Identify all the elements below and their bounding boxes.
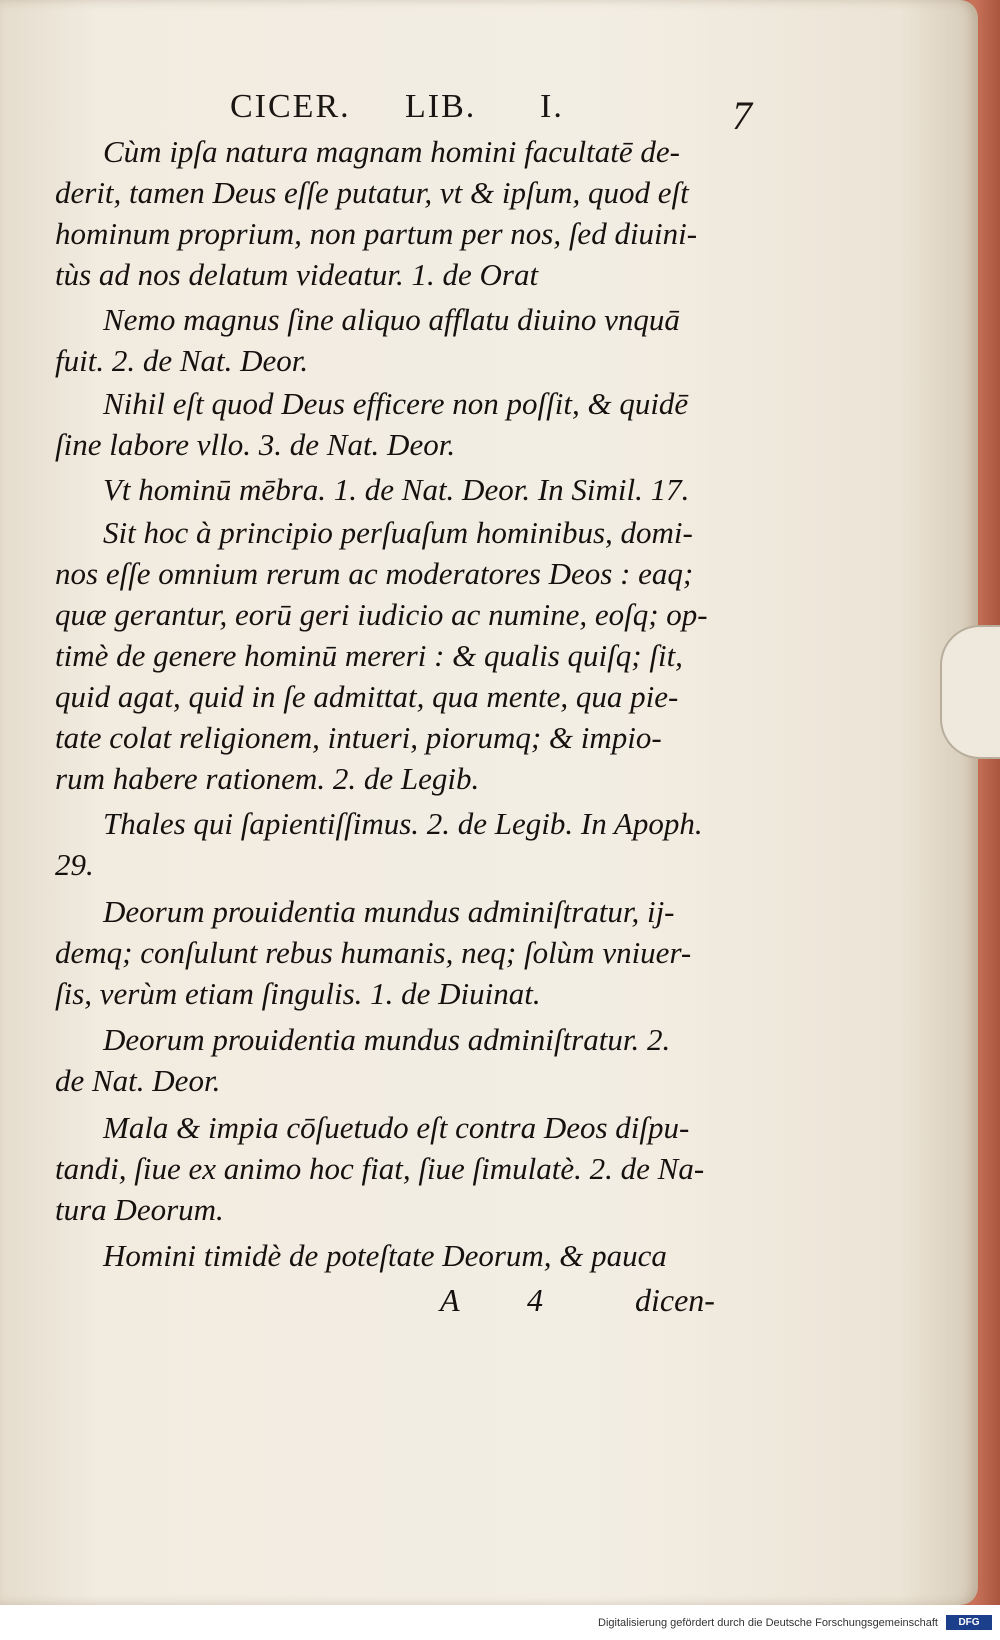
- footer-bar: [0, 1605, 1000, 1640]
- folio-number: 7: [732, 93, 752, 138]
- text-line: fuit. 2. de Nat. Deor.: [55, 343, 309, 378]
- text-line: Deorum prouidentia mundus adminiſtratur. 2.: [103, 1022, 671, 1057]
- text-line: Nihil eſt quod Deus efficere non poſſit, & quidē: [103, 386, 689, 421]
- text-line: quid agat, quid in ſe admittat, qua mente, qua pie-: [55, 679, 679, 714]
- text-line: tate colat religionem, intueri, piorumq; & impio-: [55, 720, 662, 755]
- book-label: LIB.: [405, 88, 477, 125]
- text-line: Deorum prouidentia mundus adminiſtratur, ij-: [103, 894, 675, 929]
- text-line: ſine labore vllo. 3. de Nat. Deor.: [55, 427, 456, 462]
- signature-mark: A 4: [440, 1282, 573, 1318]
- text-line: demq; conſulunt rebus humanis, neq; ſolùm vniuer-: [55, 935, 692, 970]
- text-line: rum habere rationem. 2. de Legib.: [55, 761, 480, 796]
- text-line: Vt hominū mēbra. 1. de Nat. Deor. In Simil. 17.: [103, 472, 690, 507]
- text-line: tura Deorum.: [55, 1192, 224, 1227]
- text-line: hominum proprium, non partum per nos, ſed diuini-: [55, 216, 698, 251]
- text-line: ſis, verùm etiam ſingulis. 1. de Diuinat.: [55, 976, 541, 1011]
- text-line: tùs ad nos delatum videatur. 1. de Orat: [55, 257, 539, 292]
- text-line: nos eſſe omnium rerum ac moderatores Deos : eaq;: [55, 556, 694, 591]
- text-line: Mala & impia cōſuetudo eſt contra Deos diſpu-: [103, 1110, 690, 1145]
- thumb-tab-cutout: [940, 625, 1000, 759]
- text-line: derit, tamen Deus eſſe putatur, vt & ipſum, quod eſt: [55, 175, 689, 210]
- text-line: Cùm ipſa natura magnam homini facultatē de-: [103, 134, 680, 169]
- text-line: Sit hoc à principio perſuaſum hominibus, domi-: [103, 515, 693, 550]
- text-line: timè de genere hominū mereri : & qualis quiſq; ſit,: [55, 638, 683, 673]
- text-line: Nemo magnus ſine aliquo afflatu diuino vnquā: [103, 302, 680, 337]
- running-title: CICER.: [230, 88, 351, 125]
- text-line: Homini timidè de poteſtate Deorum, & pauca: [103, 1238, 667, 1273]
- book-number: I.: [540, 88, 564, 125]
- catchword: dicen-: [635, 1282, 715, 1318]
- text-line: de Nat. Deor.: [55, 1063, 221, 1098]
- text-line: quæ gerantur, eorū geri iudicio ac numine, eoſq; op-: [55, 597, 708, 632]
- text-line: 29.: [55, 847, 94, 882]
- text-line: tandi, ſiue ex animo hoc fiat, ſiue ſimulatè. 2. de Na-: [55, 1151, 705, 1186]
- funding-credit: Digitalisierung gefördert durch die Deutsche Forschungsgemeinschaft: [598, 1617, 938, 1629]
- text-line: Thales qui ſapientiſſimus. 2. de Legib. In Apoph.: [103, 806, 703, 841]
- dfg-logo: DFG: [946, 1615, 992, 1630]
